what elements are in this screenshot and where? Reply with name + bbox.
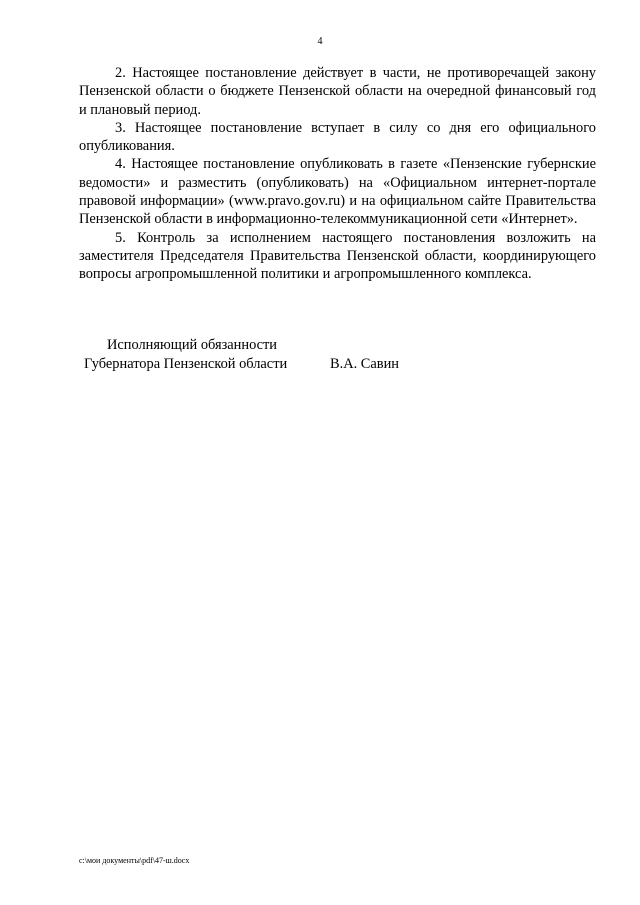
document-body [79, 64, 596, 284]
paragraph-4: 4. Настоящее постановление опубликовать в газете «Пензенские губернские ведомости» и разместить (опубликовать) на «Официальном интернет-портале правовой информации» (www.pravo.gov.ru) и на официальном сайте Правительства Пензенской области в информационно-телекоммуникационной сети «Интернет». [79, 156, 596, 228]
signatory-title-line-1: Исполняющий обязанности [107, 337, 278, 353]
signatory-title-line-2: Губернатора Пензенской области [84, 356, 288, 372]
paragraph-5: 5. Контроль за исполнением настоящего постановления возложить на заместителя Председателя Правительства Пензенской области, координирующего вопросы агропромышленной политики и агропромышленного комплекса. [79, 229, 596, 283]
footer-file-path: c:\мои документы\pdf\47-ш.docx [79, 856, 190, 865]
page-number: 4 [317, 36, 323, 47]
paragraph-2: 2. Настоящее постановление действует в части, не противоречащей закону Пензенской области о бюджете Пензенской области на очередной финансовый год и плановый период. [79, 65, 596, 118]
paragraph-3: 3. Настоящее постановление вступает в силу со дня его официального опубликования. [79, 119, 596, 155]
signatory-name: В.А. Савин [330, 356, 399, 372]
